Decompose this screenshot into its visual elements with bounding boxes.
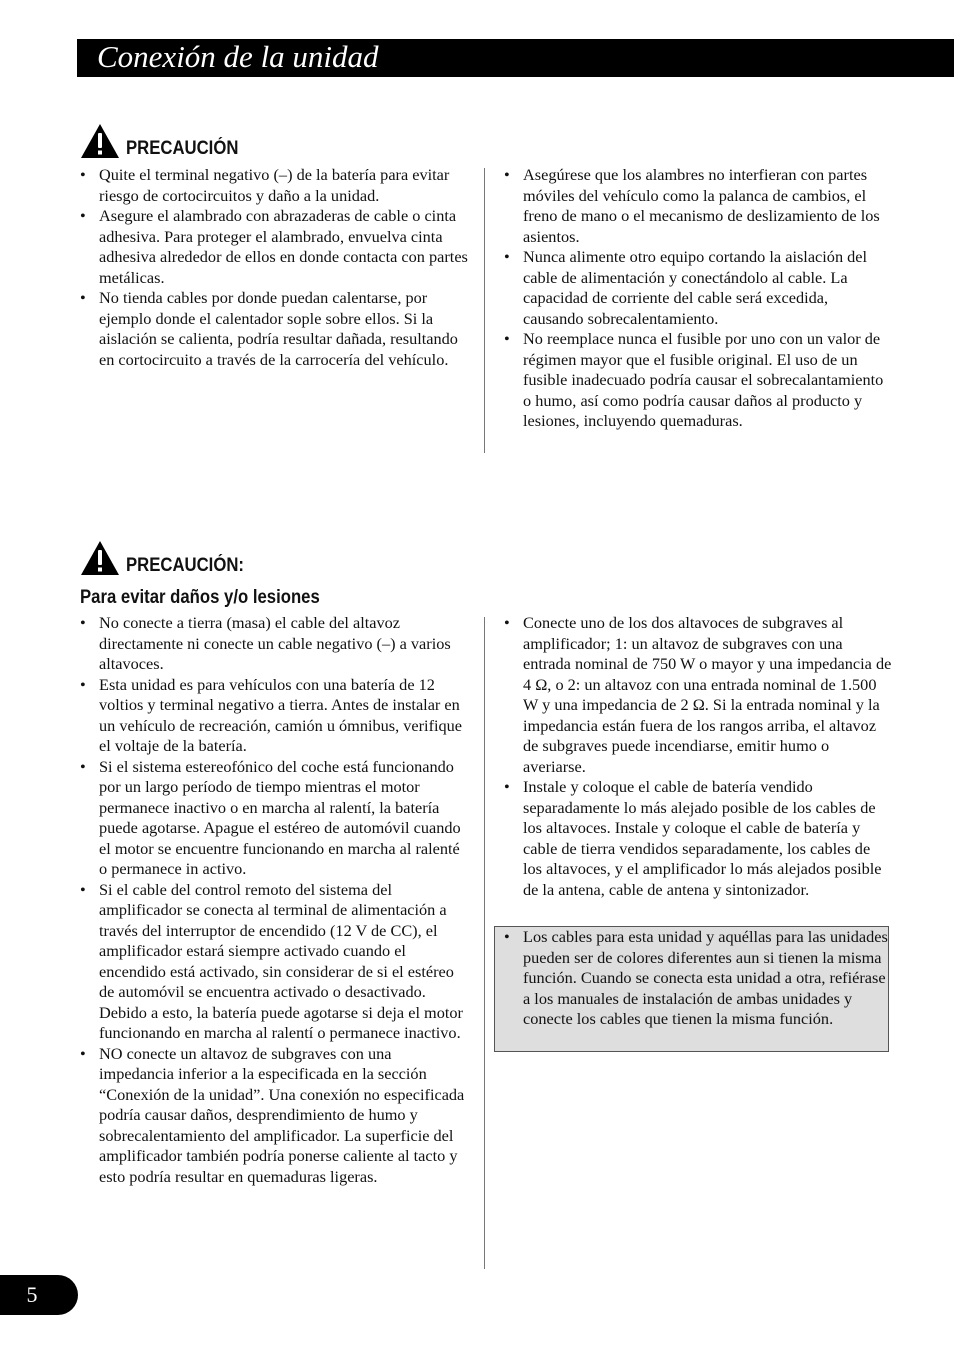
list-item: • Asegúrese que los alambres no interfieran con partes móviles del vehículo como la palanca de cambios, el freno de mano o el mecanismo de deslizamiento de los asientos.	[504, 165, 892, 247]
caution-title-1: PRECAUCIÓN	[126, 138, 239, 159]
column-divider-2	[484, 617, 485, 1269]
section2-right-list	[504, 613, 892, 900]
page-number: 5	[26, 1282, 38, 1307]
caution-heading-1	[80, 123, 254, 159]
caution-subheading: Para evitar daños y/o lesiones	[80, 587, 320, 608]
list-item: • Esta unidad es para vehículos con una batería de 12 voltios y terminal negativo a tierra. Antes de instalar en un vehículo de recreación, camión u ómnibus, verifique el voltaje de la batería.	[80, 675, 470, 757]
list-item: • Si el cable del control remoto del sistema del amplificador se conecta al terminal de alimentación a través del interruptor de encendido (12 V de CC), el amplificador estará siempre activado cuando el encendido está activado, sin considerar de si el estéreo de automóvil se encuentra activado o desactivado. Debido a esto, la batería puede agotarse si deja el motor funcionando en marcha al ralentí o permanece inactivo.	[80, 880, 470, 1044]
list-item: • Si el sistema estereofónico del coche está funcionando por un largo período de tiempo mientras el motor permanece inactivo o en marcha al ralentí, la batería puede agotarse. Apague el estéreo de automóvil cuando el motor se encuentre funcionando en marcha al ralenté o permanece in activo.	[80, 757, 470, 880]
warning-triangle-icon	[80, 540, 120, 576]
caution-heading-2	[80, 540, 260, 576]
page-number-tab	[0, 1275, 78, 1315]
list-item: • No conecte a tierra (masa) el cable del altavoz directamente ni conecte un cable negativo (–) a varios altavoces.	[80, 613, 470, 675]
note-list	[504, 927, 888, 1030]
list-item: • Instale y coloque el cable de batería vendido separadamente lo más alejado posible de los cables de los altavoces. Instale y coloque el cable de batería y cable de tierra vendidos separadamente, los cables de los altavoces, y el amplificador lo más alejados posible de la antena, cable de antena y sintonizador.	[504, 777, 892, 900]
list-item: • Asegure el alambrado con abrazaderas de cable o cinta adhesiva. Para proteger el alambrado, envuelva cinta adhesiva alrededor de ellos en donde contacta con partes metálicas.	[80, 206, 470, 288]
list-item: • Quite el terminal negativo (–) de la batería para evitar riesgo de cortocircuitos y daño a la unidad.	[80, 165, 470, 206]
note-item: • Los cables para esta unidad y aquéllas para las unidades pueden ser de colores diferentes aun si tienen la misma función. Cuando se conecta esta unidad a otra, refiérase a los manuales de instalación de ambas unidades y conecte los cables que tienen la misma función.	[504, 927, 888, 1030]
column-divider-1	[484, 168, 485, 453]
list-item: • NO conecte un altavoz de subgraves con una impedancia inferior a la especificada en la sección “Conexión de la unidad”. Una conexión no especificada podría causar daños, desprendimiento de humo y sobrecalentamiento del amplificador. La superficie del amplificador también podría ponerse caliente al tacto y esto podría resultar en quemaduras ligeras.	[80, 1044, 470, 1188]
list-item: • No reemplace nunca el fusible por uno con un valor de régimen mayor que el fusible original. El uso de un fusible inadecuado podría causar el sobrecalantamiento o humo, así como podría causar daños al producto y lesiones, incluyendo quemaduras.	[504, 329, 892, 432]
caution-title-2: PRECAUCIÓN:	[126, 555, 244, 576]
section1-left-list	[80, 165, 470, 370]
section1-right-list	[504, 165, 892, 432]
list-item: • Conecte uno de los dos altavoces de subgraves al amplificador; 1: un altavoz de subgraves con una entrada nominal de 750 W o mayor y una impedancia de 4 Ω, o 2: un altavoz con una entrada nominal de 1.500 W y una impedancia de 2 Ω. Si la entrada nominal y la impedancia están fuera de los rangos arriba, el altavoz de subgraves puede incendiarse, emitir humo o averiarse.	[504, 613, 892, 777]
page-title-bar	[77, 39, 954, 77]
page-title: Conexión de la unidad	[97, 39, 379, 74]
list-item: • Nunca alimente otro equipo cortando la aislación del cable de alimentación y conectándolo al cable. La capacidad de corriente del cable será excedida, causando sobrecalentamiento.	[504, 247, 892, 329]
list-item: • No tienda cables por donde puedan calentarse, por ejemplo donde el calentador sople sobre ellos. Si la aislación se calienta, podría resultar dañada, resultando en cortocircuito a través de la carrocería del vehículo.	[80, 288, 470, 370]
section2-left-list	[80, 613, 470, 1187]
warning-triangle-icon	[80, 123, 120, 159]
